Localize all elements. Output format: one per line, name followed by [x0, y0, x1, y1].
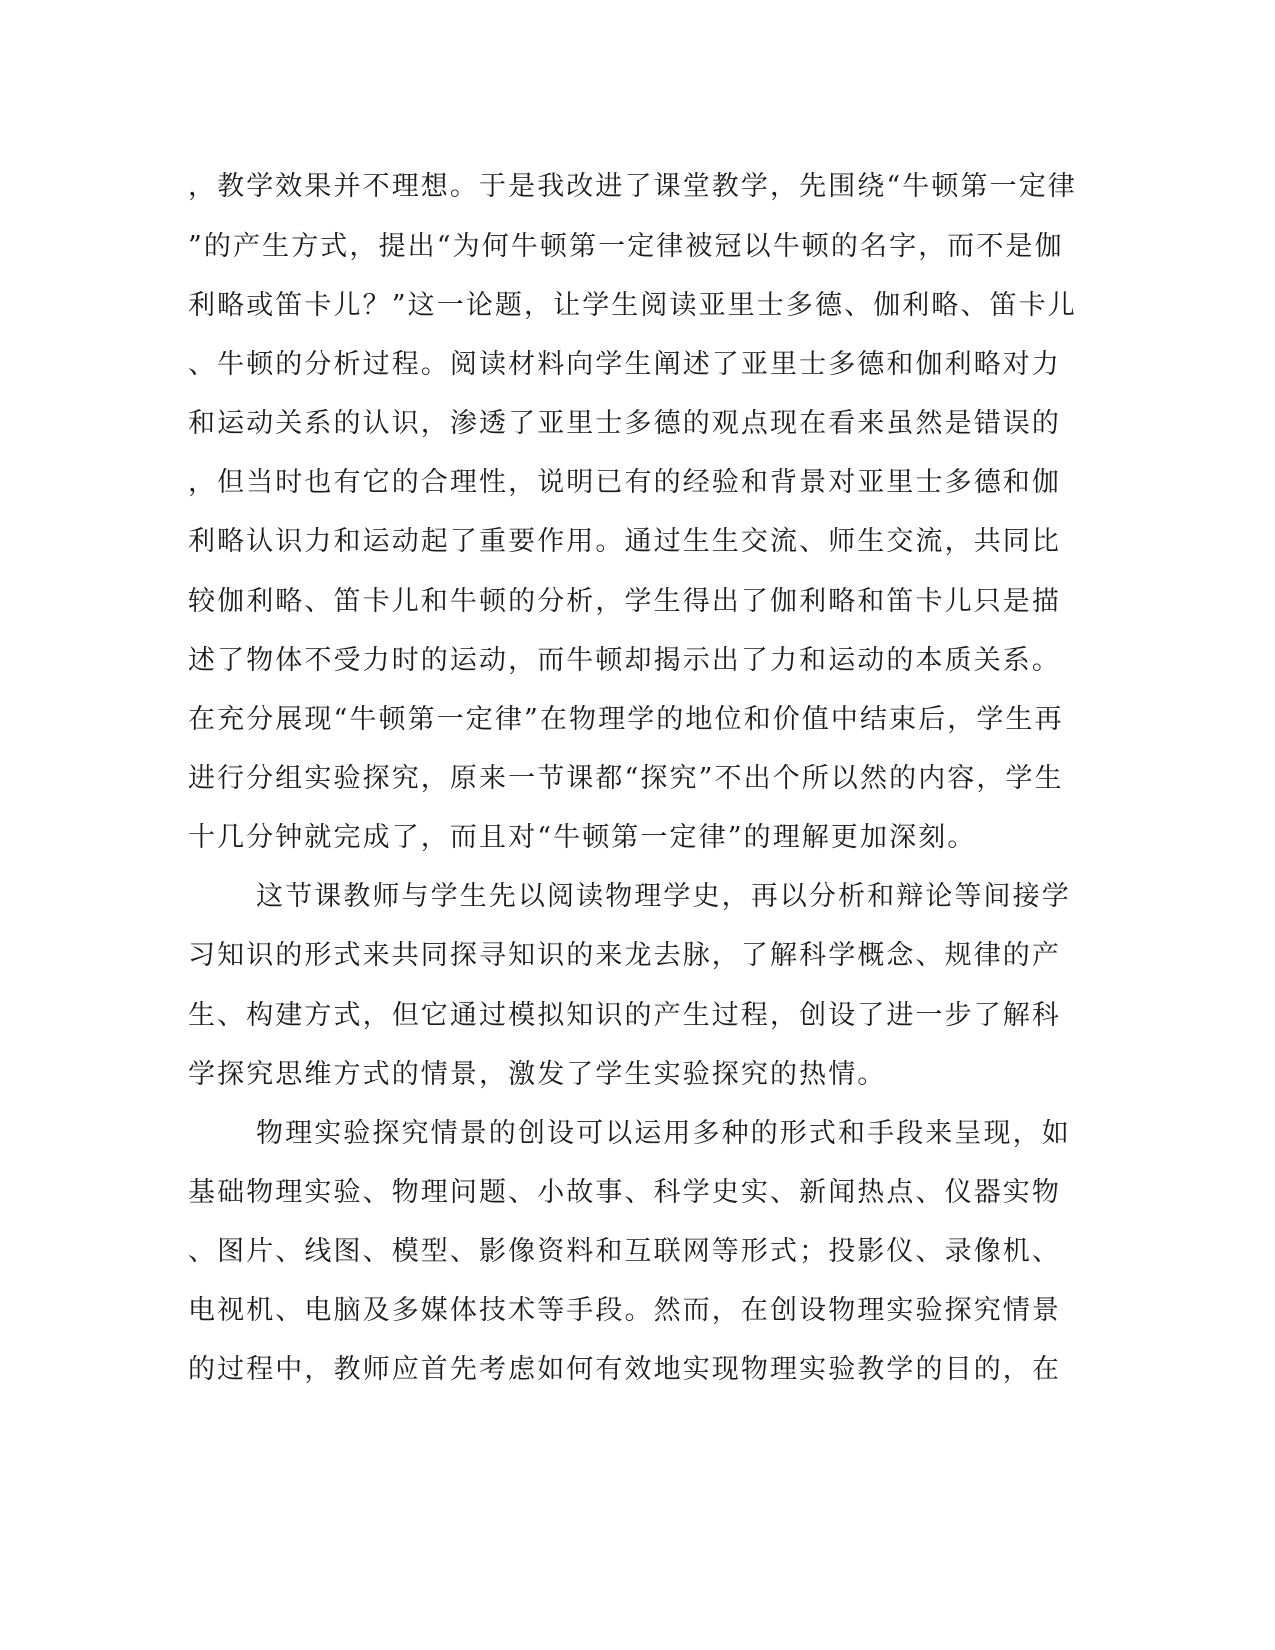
- text-line: 进行分组实验探究，原来一节课都“探究”不出个所以然的内容，学生: [188, 763, 1064, 794]
- text-line: 十几分钟就完成了，而且对“牛顿第一定律”的理解更加深刻。: [188, 822, 977, 853]
- text-line: 电视机、电脑及多媒体技术等手段。然而，在创设物理实验探究情景: [188, 1295, 1061, 1326]
- text-line: 学探究思维方式的情景，激发了学生实验探究的热情。: [188, 1059, 887, 1090]
- text-line: ，教学效果并不理想。于是我改进了课堂教学，先围绕“牛顿第一定律: [188, 171, 1077, 202]
- text-line: 较伽利略、笛卡儿和牛顿的分析，学生得出了伽利略和笛卡儿只是描: [188, 586, 1061, 617]
- text-line: 、图片、线图、模型、影像资料和互联网等形式；投影仪、录像机、: [188, 1236, 1061, 1267]
- text-line: 述了物体不受力时的运动，而牛顿却揭示出了力和运动的本质关系。: [188, 645, 1061, 676]
- text-line: ”的产生方式，提出“为何牛顿第一定律被冠以牛顿的名字，而不是伽: [188, 231, 1064, 262]
- paragraph-first-line: 物理实验探究情景的创设可以运用多种的形式和手段来呈现，如: [256, 1118, 1071, 1149]
- text-line: ，但当时也有它的合理性，说明已有的经验和背景对亚里士多德和伽: [188, 467, 1061, 498]
- text-line: 、牛顿的分析过程。阅读材料向学生阐述了亚里士多德和伽利略对力: [188, 349, 1061, 380]
- text-line: 习知识的形式来共同探寻知识的来龙去脉，了解科学概念、规律的产: [188, 940, 1061, 971]
- text-line: 和运动关系的认识，渗透了亚里士多德的观点现在看来虽然是错误的: [188, 408, 1061, 439]
- text-line: 生、构建方式，但它通过模拟知识的产生过程，创设了进一步了解科: [188, 1000, 1061, 1031]
- text-line: 基础物理实验、物理问题、小故事、科学史实、新闻热点、仪器实物: [188, 1177, 1061, 1208]
- text-line: 在充分展现“牛顿第一定律”在物理学的地位和价值中结束后，学生再: [188, 704, 1064, 735]
- text-line: 利略认识力和运动起了重要作用。通过生生交流、师生交流，共同比: [188, 526, 1061, 557]
- text-line: 的过程中，教师应首先考虑如何有效地实现物理实验教学的目的，在: [188, 1354, 1061, 1385]
- text-line: 利略或笛卡儿？”这一论题，让学生阅读亚里士多德、伽利略、笛卡儿: [188, 290, 1077, 321]
- paragraph-first-line: 这节课教师与学生先以阅读物理学史，再以分析和辩论等间接学: [256, 881, 1071, 912]
